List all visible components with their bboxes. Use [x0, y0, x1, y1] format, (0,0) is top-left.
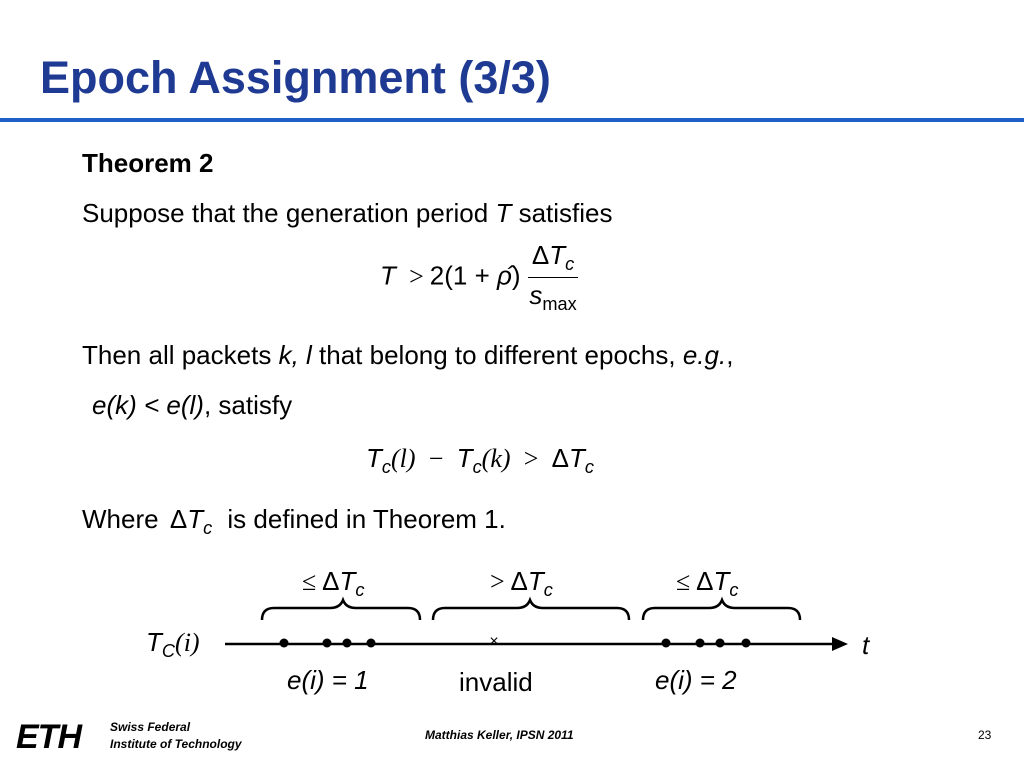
eq1-op: > [409, 261, 424, 291]
brace-2 [433, 600, 629, 620]
invalid-mark: × [489, 633, 499, 650]
eq1-denominator: $s_{max}$ [529, 280, 577, 315]
brace-label-3: ≤ $\Delta T_c$ [676, 566, 739, 601]
eq1-numerator: $\Delta T_c$ [528, 240, 578, 278]
brace-label-2: > $\Delta T_c$ [490, 566, 553, 601]
eq1-rho: ρ̂ [497, 260, 512, 291]
axis-left-label: $T_C(i)$ [146, 627, 200, 662]
packet-dot [343, 639, 352, 648]
equation-2: $T_c(l) - T_c(k) > \Delta T_c$ [366, 443, 595, 478]
packet-dot [662, 639, 671, 648]
institution-line-2: Institute of Technology [110, 737, 242, 751]
brace-3 [643, 600, 800, 620]
line1-post: satisfies [518, 198, 613, 228]
where-post: is defined in Theorem 1. [227, 504, 506, 534]
footer-author: Matthias Keller, IPSN 2011 [425, 728, 574, 742]
theorem-heading: Theorem 2 [82, 148, 214, 178]
line1-pre: Suppose that the generation period [82, 198, 489, 228]
line2-pre: Then all packets [82, 340, 272, 370]
packet-dot [742, 639, 751, 648]
epoch-label-1: e(i) = 1 [287, 665, 369, 695]
where-pre: Where [82, 504, 159, 534]
eth-logo: ETH [16, 718, 81, 756]
eq1-factor: 2(1 + [429, 260, 498, 291]
epoch-label-2: e(i) = 2 [655, 665, 737, 695]
eq1-close: ) [511, 260, 521, 291]
packet-dot [323, 639, 332, 648]
institution-line-1: Swiss Federal [110, 720, 191, 734]
brace-1 [262, 600, 420, 620]
slide-title: Epoch Assignment (3/3) [40, 52, 551, 103]
line1-var: T [495, 198, 512, 228]
packet-dot [696, 639, 705, 648]
line3-cond: e(k) < e(l) [92, 390, 204, 420]
packet-dot [280, 639, 289, 648]
invalid-label: invalid [459, 667, 533, 697]
eq1-lhs: T [380, 260, 396, 291]
packet-dot [716, 639, 725, 648]
brace-label-1: ≤ $\Delta T_c$ [302, 566, 365, 601]
page-number: 23 [978, 728, 992, 742]
axis-arrowhead [832, 637, 848, 651]
axis-right-label: t [862, 630, 870, 660]
where-symbol: $\Delta T_c$ [169, 504, 213, 539]
line2-eg: e.g. [682, 340, 727, 370]
line3-post: , satisfy [203, 390, 293, 420]
line2-comma: , [726, 340, 734, 370]
packet-dot [367, 639, 376, 648]
line2-vars: k, l [278, 340, 312, 370]
line2-mid: that belong to different epochs, [319, 340, 676, 370]
